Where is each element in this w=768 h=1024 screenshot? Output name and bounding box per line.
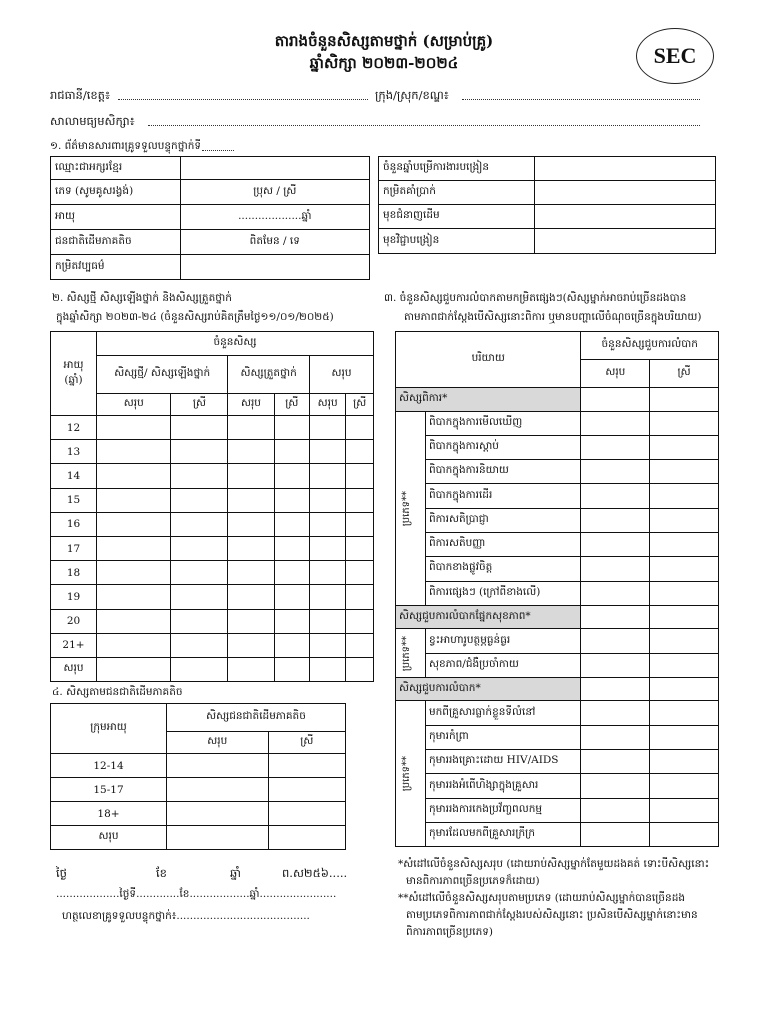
- age-group-cell: 12-14: [51, 754, 167, 778]
- count-cell[interactable]: [650, 653, 719, 677]
- type-side-label: [396, 411, 426, 605]
- count-cell[interactable]: [268, 802, 345, 826]
- day-label: ថ្ងៃ: [56, 866, 67, 880]
- row-value[interactable]: ពិតមែន / ទេ: [180, 230, 369, 255]
- count-cell[interactable]: [346, 512, 374, 536]
- date-line[interactable]: ...................ថ្ងៃទី.............ខែ..................ឆ្នាំ.......................: [56, 888, 337, 900]
- count-cell[interactable]: [171, 416, 228, 440]
- row-label: អាយុ: [51, 205, 181, 230]
- row-value[interactable]: [534, 157, 715, 181]
- age-group-cell: 15-17: [51, 778, 167, 802]
- count-cell[interactable]: [268, 826, 345, 850]
- count-cell[interactable]: [650, 557, 719, 581]
- difficulty-item: ពិបាកក្នុងការស្តាប់: [425, 435, 581, 459]
- count-cell[interactable]: [346, 536, 374, 560]
- count-cell[interactable]: [650, 822, 719, 846]
- difficulty-item: កុមាររងគ្រោះដោយ HIV/AIDS: [425, 750, 581, 774]
- count-cell[interactable]: [309, 633, 345, 657]
- school-field[interactable]: [148, 125, 700, 126]
- count-cell[interactable]: [650, 701, 719, 725]
- row-value[interactable]: [534, 229, 715, 254]
- age-cell: 12: [51, 416, 97, 440]
- table-row: [51, 802, 346, 826]
- count-cell[interactable]: [650, 629, 719, 653]
- count-cell[interactable]: [346, 464, 374, 488]
- age-cell: 16: [51, 512, 97, 536]
- table-row: [396, 388, 719, 412]
- difficulty-item: ពិបាកក្នុងការមើលឃើញ: [425, 411, 581, 435]
- count-cell[interactable]: [309, 609, 345, 633]
- section2-subtitle: ក្នុងឆ្នាំសិក្សា ២០២៣-២៤ (ចំនួនសិស្សរាប់គិតត្រឹមថ្ងៃ១១/០១/២០២៥): [56, 311, 334, 323]
- count-cell[interactable]: [309, 657, 345, 681]
- count-cell[interactable]: [167, 802, 269, 826]
- count-cell[interactable]: [274, 464, 309, 488]
- count-cell[interactable]: [171, 633, 228, 657]
- age-cell: 21+: [51, 633, 97, 657]
- count-cell[interactable]: [97, 561, 171, 585]
- count-cell[interactable]: [228, 464, 274, 488]
- total-col: សរុប: [581, 360, 650, 388]
- table-row: [396, 629, 719, 653]
- note-2-cont2: ពិការភាពច្រើនប្រភេទ): [406, 926, 493, 938]
- row-label: កម្រិតគាំប្រាក់: [379, 181, 535, 205]
- difficulty-item: កុមារកំព្រា: [425, 725, 581, 749]
- table-row: [51, 332, 374, 356]
- table-row: [51, 416, 374, 440]
- difficulty-item: ពិការសតិបញ្ញា: [425, 532, 581, 556]
- row-label: ចំនួនឆ្នាំបម្រើការងារបង្រៀន: [379, 157, 535, 181]
- count-cell[interactable]: [581, 750, 650, 774]
- count-cell[interactable]: [581, 774, 650, 798]
- count-cell[interactable]: [97, 633, 171, 657]
- age-group-cell: សរុប: [51, 826, 167, 850]
- count-cell[interactable]: [581, 725, 650, 749]
- count-cell[interactable]: [97, 609, 171, 633]
- section4-title: ៤. សិស្សតាមជនជាតិដើមភាគតិច: [52, 686, 183, 698]
- total-col: សរុប: [97, 394, 171, 416]
- difficulty-item: កុមាររងការកេងប្រវ័ញ្ចពលកម្ម: [425, 798, 581, 822]
- row-label: មុខជំនាញដើម: [379, 205, 535, 229]
- count-cell[interactable]: [650, 605, 719, 629]
- count-cell[interactable]: [581, 388, 650, 412]
- total-col: សរុប: [167, 732, 269, 754]
- table-row: [51, 657, 374, 681]
- age-group-header: ក្រុមអាយុ: [51, 704, 167, 754]
- count-cell[interactable]: [581, 532, 650, 556]
- difficulty-item: ពិការផ្សេងៗ (ក្រៅពីខាងលើ): [425, 581, 581, 605]
- type-side-text: ប្រភេទ**: [401, 756, 412, 792]
- table-row: [51, 536, 374, 560]
- month-label: ខែ: [156, 866, 167, 880]
- count-cell[interactable]: [581, 435, 650, 459]
- row-label: ភេទ (សូមគូសរង្វង់): [51, 180, 181, 205]
- class-field[interactable]: [202, 150, 234, 151]
- age-cell: 20: [51, 609, 97, 633]
- count-cell[interactable]: [650, 411, 719, 435]
- year-label: ឆ្នាំ: [230, 866, 241, 880]
- count-cell[interactable]: [268, 778, 345, 802]
- age-cell: 14: [51, 464, 97, 488]
- table-row: [396, 822, 719, 846]
- count-cell[interactable]: [581, 460, 650, 484]
- group-repeat: សិស្សត្រួតថ្នាក់: [228, 356, 310, 394]
- count-cell[interactable]: [346, 561, 374, 585]
- row-label: ឈ្មោះជាអក្សរខ្មែរ: [51, 157, 181, 180]
- count-cell[interactable]: [346, 440, 374, 464]
- table-row: [51, 754, 346, 778]
- count-cell[interactable]: [97, 512, 171, 536]
- row-label: មុខវិជ្ជាបង្រៀន: [379, 229, 535, 254]
- count-cell[interactable]: [650, 532, 719, 556]
- count-cell[interactable]: [171, 561, 228, 585]
- category-heading: សិស្សពិការ*: [396, 388, 581, 412]
- table-row: [51, 704, 346, 732]
- count-cell[interactable]: [228, 440, 274, 464]
- count-cell[interactable]: [97, 585, 171, 609]
- count-cell[interactable]: [650, 677, 719, 701]
- female-col: ស្រី: [346, 394, 374, 416]
- count-cell[interactable]: [97, 440, 171, 464]
- table-row: [51, 633, 374, 657]
- difficulty-item: ពិបាកក្នុងការនិយាយ: [425, 460, 581, 484]
- table-row: [396, 435, 719, 459]
- row-value[interactable]: [180, 255, 369, 280]
- ethnic-minority-table: [50, 703, 346, 850]
- count-cell[interactable]: [274, 633, 309, 657]
- count-cell[interactable]: [581, 557, 650, 581]
- row-value[interactable]: [180, 157, 369, 180]
- table-row: [51, 585, 374, 609]
- section1-title: ១. ព័ត៌មានសារពារគ្រូទទួលបន្ទុកថ្នាក់ទី: [50, 140, 202, 152]
- row-label: ជនជាតិដើមភាគតិច: [51, 230, 181, 255]
- age-header: អាយុ (ឆ្នាំ): [51, 332, 97, 416]
- count-cell[interactable]: [309, 512, 345, 536]
- table-row: [396, 774, 719, 798]
- age-cell: 15: [51, 488, 97, 512]
- count-cell[interactable]: [274, 657, 309, 681]
- count-cell[interactable]: [97, 657, 171, 681]
- table-row: [396, 332, 719, 360]
- difficulty-item: សុខភាព/ជំងឺប្រចាំកាយ: [425, 653, 581, 677]
- type-side-label: [396, 629, 426, 678]
- row-value[interactable]: [534, 205, 715, 229]
- row-label: កម្រិតវប្បធម៌: [51, 255, 181, 280]
- table-row: [51, 205, 370, 230]
- count-cell[interactable]: [274, 585, 309, 609]
- count-cell[interactable]: [581, 411, 650, 435]
- count-cell[interactable]: [309, 561, 345, 585]
- count-cell[interactable]: [346, 416, 374, 440]
- count-cell[interactable]: [274, 561, 309, 585]
- district-field[interactable]: [462, 99, 700, 100]
- count-cell[interactable]: [171, 464, 228, 488]
- minority-header: សិស្សជនជាតិដើមភាគតិច: [167, 704, 346, 732]
- female-col: ស្រី: [274, 394, 309, 416]
- table-row: [396, 411, 719, 435]
- total-col: សរុប: [228, 394, 274, 416]
- province-label: រាជធានី/ខេត្ត៖: [50, 88, 111, 102]
- count-cell[interactable]: [228, 488, 274, 512]
- count-cell[interactable]: [581, 653, 650, 677]
- table-row: [396, 532, 719, 556]
- section3-title: ៣. ចំនួនសិស្សជួបការលំបាកតាមកម្រិតផ្សេងៗ(សិស្សម្នាក់អាចរាប់ច្រើនដងបាន: [384, 292, 687, 304]
- count-cell[interactable]: [228, 633, 274, 657]
- table-row: [379, 229, 716, 254]
- table-row: [51, 512, 374, 536]
- count-cell[interactable]: [167, 826, 269, 850]
- count-cell[interactable]: [274, 536, 309, 560]
- difficulty-count-header: ចំនួនសិស្សជួបការលំបាក: [581, 332, 719, 360]
- count-cell[interactable]: [97, 416, 171, 440]
- age-cell: 18: [51, 561, 97, 585]
- count-cell[interactable]: [650, 798, 719, 822]
- count-cell[interactable]: [581, 701, 650, 725]
- type-side-text: ប្រភេទ**: [401, 635, 412, 671]
- count-cell[interactable]: [581, 798, 650, 822]
- count-cell[interactable]: [228, 536, 274, 560]
- table-row: [396, 750, 719, 774]
- table-row: [51, 157, 370, 180]
- count-cell[interactable]: [581, 508, 650, 532]
- count-cell[interactable]: [650, 581, 719, 605]
- age-cell: សរុប: [51, 657, 97, 681]
- difficulty-table: [395, 331, 719, 847]
- academic-year: ឆ្នាំសិក្សា ២០២៣-២០២៤: [309, 54, 459, 72]
- difficulty-item: ខ្វះអាហារូបត្ថម្ភធ្ងន់ធ្ងរ: [425, 629, 581, 653]
- count-cell[interactable]: [650, 750, 719, 774]
- table-row: [396, 581, 719, 605]
- district-label: ក្រុង/ស្រុក/ខណ្ឌ៖: [375, 88, 449, 102]
- count-cell[interactable]: [650, 774, 719, 798]
- count-cell[interactable]: [650, 460, 719, 484]
- section3-title-cont: តាមភាពជាក់ស្តែងបើសិស្សនោះពិការ ឬមានបញ្ហាលើចំណុចច្រើនក្នុងបរិយាយ): [404, 311, 702, 323]
- count-cell[interactable]: [268, 754, 345, 778]
- count-cell[interactable]: [228, 512, 274, 536]
- count-cell[interactable]: [274, 416, 309, 440]
- sec-badge: SEC: [636, 28, 714, 84]
- difficulty-item: ពិបាកក្នុងការដើរ: [425, 484, 581, 508]
- table-row: [51, 230, 370, 255]
- count-cell[interactable]: [228, 416, 274, 440]
- row-value[interactable]: ប្រុស / ស្រី: [180, 180, 369, 205]
- count-cell[interactable]: [581, 677, 650, 701]
- count-cell[interactable]: [581, 629, 650, 653]
- count-cell[interactable]: [274, 488, 309, 512]
- age-cell: 13: [51, 440, 97, 464]
- table-row: [396, 460, 719, 484]
- count-cell[interactable]: [97, 536, 171, 560]
- table-row: [396, 557, 719, 581]
- count-cell[interactable]: [97, 464, 171, 488]
- count-cell[interactable]: [346, 609, 374, 633]
- count-cell[interactable]: [167, 778, 269, 802]
- age-cell: 17: [51, 536, 97, 560]
- count-cell[interactable]: [97, 488, 171, 512]
- difficulty-item: មកពីគ្រួសារធ្លាក់ខ្លួនទីលំនៅ: [425, 701, 581, 725]
- teacher-info-right: [378, 156, 716, 254]
- table-row: [379, 205, 716, 229]
- count-cell[interactable]: [228, 657, 274, 681]
- form-title: តារាងចំនួនសិស្សតាមថ្នាក់ (សម្រាប់គ្រូ): [274, 32, 494, 50]
- female-col: ស្រី: [268, 732, 345, 754]
- type-side-text: ប្រភេទ**: [401, 490, 412, 526]
- table-row: [396, 798, 719, 822]
- teacher-info-left: [50, 156, 370, 280]
- age-cell: 19: [51, 585, 97, 609]
- difficulty-item: កុមារដែលមកពីគ្រួសារក្រីក្រ: [425, 822, 581, 846]
- count-cell[interactable]: [346, 585, 374, 609]
- note-1: *សំដៅលើចំនួនសិស្សសរុប (ដោយរាប់សិស្សម្នាក់តែមួយដងគត់ ទោះបីសិស្សនោះ: [398, 858, 710, 870]
- count-cell[interactable]: [228, 561, 274, 585]
- age-group-cell: 18+: [51, 802, 167, 826]
- description-header: បរិយាយ: [396, 332, 581, 388]
- school-label: សាលាមធ្យមសិក្សា៖: [50, 114, 135, 128]
- category-heading: សិស្សជួបការលំបាកផ្នែកសុខភាព*: [396, 605, 581, 629]
- count-cell[interactable]: [171, 488, 228, 512]
- count-cell[interactable]: [171, 536, 228, 560]
- table-row: [51, 561, 374, 585]
- count-cell[interactable]: [650, 508, 719, 532]
- count-cell[interactable]: [309, 416, 345, 440]
- table-row: [396, 701, 719, 725]
- row-value[interactable]: ...................ឆ្នាំ: [180, 205, 369, 230]
- count-cell[interactable]: [167, 754, 269, 778]
- female-col: ស្រី: [171, 394, 228, 416]
- count-header: ចំនួនសិស្ស: [97, 332, 374, 356]
- count-cell[interactable]: [346, 488, 374, 512]
- category-heading: សិស្សជួបការលំបាក*: [396, 677, 581, 701]
- enrollment-table: [50, 331, 374, 682]
- type-side-label: [396, 701, 426, 847]
- table-row: [396, 484, 719, 508]
- count-cell[interactable]: [581, 822, 650, 846]
- count-cell[interactable]: [309, 536, 345, 560]
- table-row: [51, 609, 374, 633]
- table-row: [51, 488, 374, 512]
- count-cell[interactable]: [309, 488, 345, 512]
- count-cell[interactable]: [274, 440, 309, 464]
- table-row: [51, 180, 370, 205]
- row-value[interactable]: [534, 181, 715, 205]
- table-row: [396, 605, 719, 629]
- count-cell[interactable]: [650, 435, 719, 459]
- count-cell[interactable]: [650, 388, 719, 412]
- buddhist-era: ព.ស២៥៦.....: [282, 866, 348, 880]
- count-cell[interactable]: [171, 512, 228, 536]
- count-cell[interactable]: [581, 581, 650, 605]
- province-field[interactable]: [118, 99, 368, 100]
- count-cell[interactable]: [581, 484, 650, 508]
- table-row: [51, 778, 346, 802]
- table-row: [51, 255, 370, 280]
- count-cell[interactable]: [346, 633, 374, 657]
- count-cell[interactable]: [309, 464, 345, 488]
- note-1-cont: មានពិការភាពច្រើនប្រភេទក៏ដោយ): [406, 875, 540, 887]
- table-row: [396, 725, 719, 749]
- table-row: [379, 181, 716, 205]
- total-col: សរុប: [309, 394, 345, 416]
- count-cell[interactable]: [171, 657, 228, 681]
- difficulty-item: ពិបាកខាងផ្លូវចិត្ត: [425, 557, 581, 581]
- group-total: សរុប: [309, 356, 373, 394]
- table-row: [51, 464, 374, 488]
- count-cell[interactable]: [309, 440, 345, 464]
- table-row: [51, 440, 374, 464]
- note-2-cont: តាមប្រភេទពិការភាពជាក់ស្តែងរបស់សិស្សនោះ ប្រសិនបើសិស្សម្នាក់នោះមាន: [406, 909, 698, 921]
- count-cell[interactable]: [171, 440, 228, 464]
- count-cell[interactable]: [274, 609, 309, 633]
- count-cell[interactable]: [650, 725, 719, 749]
- table-row: [396, 653, 719, 677]
- table-row: [51, 826, 346, 850]
- note-2: **សំដៅលើចំនួនសិស្សសរុបតាមប្រភេទ (ដោយរាប់សិស្សម្នាក់បានច្រើនដង: [398, 892, 686, 904]
- count-cell[interactable]: [274, 512, 309, 536]
- group-new: សិស្សថ្មី/ សិស្សឡើងថ្នាក់: [97, 356, 228, 394]
- table-row: [396, 677, 719, 701]
- table-row: [379, 157, 716, 181]
- difficulty-item: កុមាររងអំពើហិង្សាក្នុងគ្រួសារ: [425, 774, 581, 798]
- table-row: [51, 394, 374, 416]
- count-cell[interactable]: [171, 609, 228, 633]
- difficulty-item: ពិការសតិប្រាជ្ញា: [425, 508, 581, 532]
- count-cell[interactable]: [228, 609, 274, 633]
- table-row: [51, 356, 374, 394]
- count-cell[interactable]: [346, 657, 374, 681]
- count-cell[interactable]: [309, 585, 345, 609]
- table-row: [396, 508, 719, 532]
- signature-line[interactable]: ហត្ថលេខាគ្រូទទួលបន្ទុកថ្នាក់៖........................................: [62, 910, 310, 922]
- female-col: ស្រី: [650, 360, 719, 388]
- count-cell[interactable]: [228, 585, 274, 609]
- count-cell[interactable]: [171, 585, 228, 609]
- count-cell[interactable]: [650, 484, 719, 508]
- count-cell[interactable]: [581, 605, 650, 629]
- section2-title: ២. សិស្សថ្មី សិស្សឡើងថ្នាក់ និងសិស្សត្រួតថ្នាក់: [52, 292, 232, 304]
